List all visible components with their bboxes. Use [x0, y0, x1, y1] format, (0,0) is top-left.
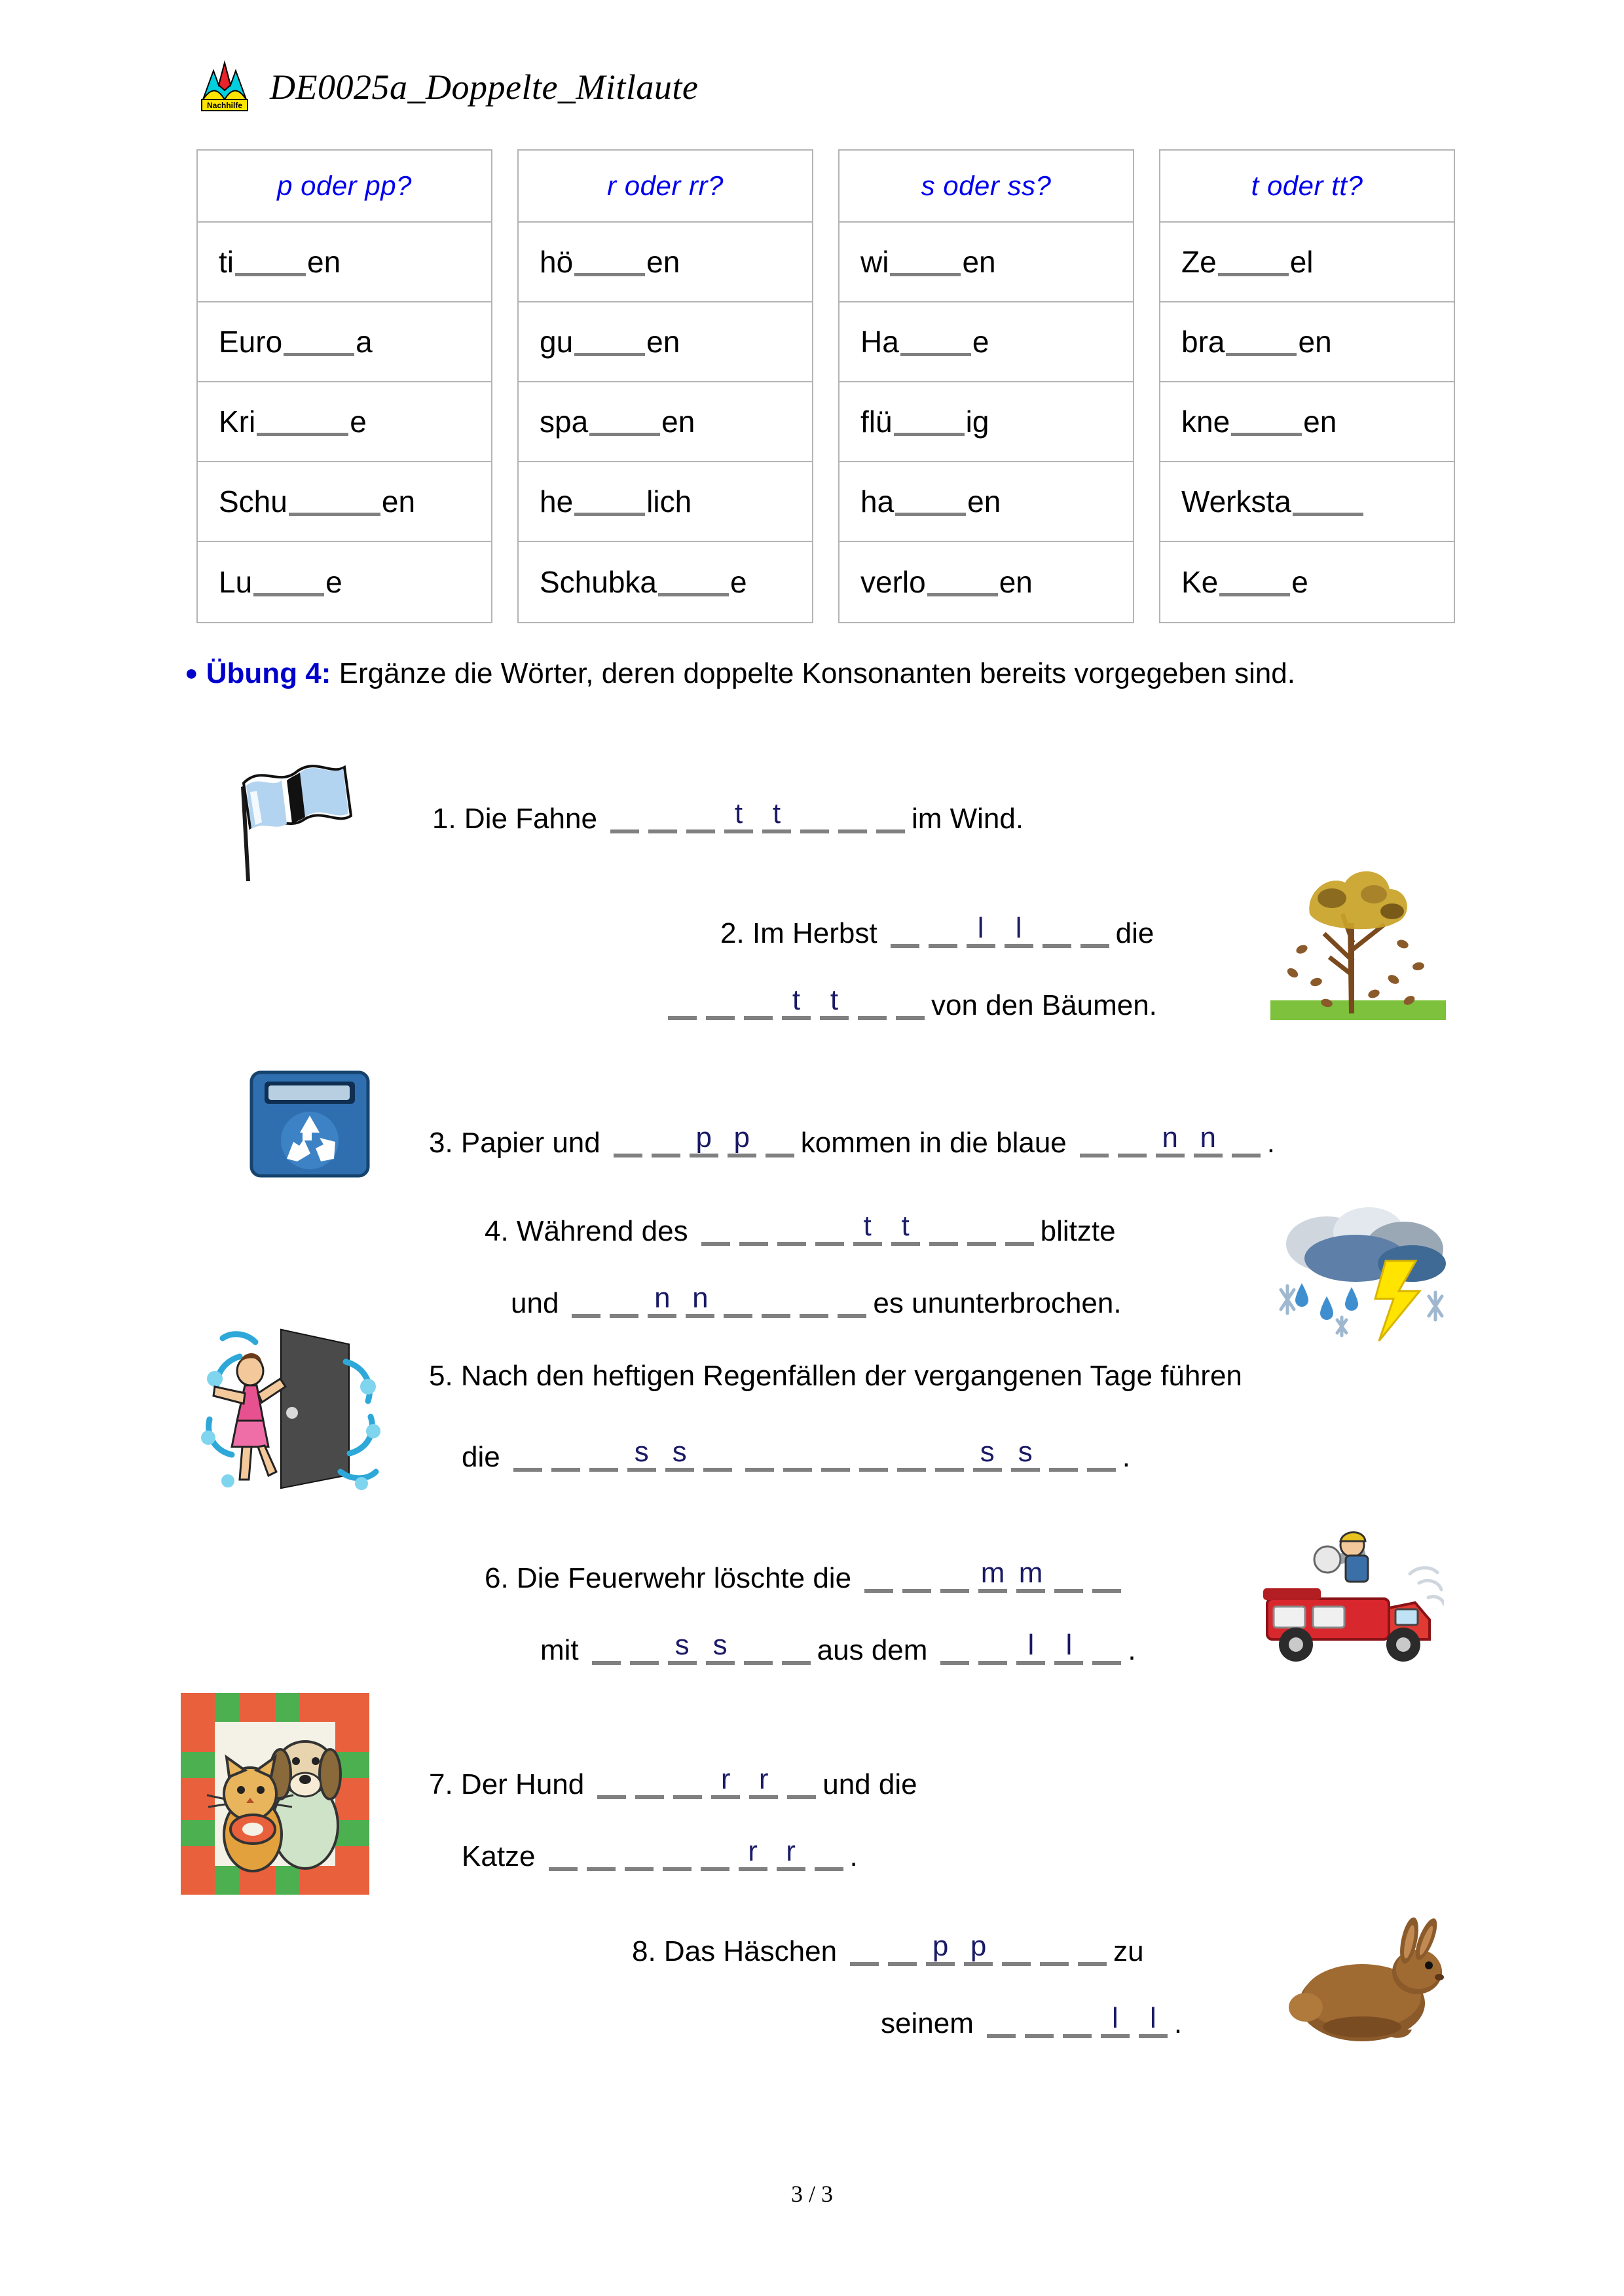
blank-underline[interactable] [257, 408, 348, 436]
empty-blank[interactable] [614, 1120, 642, 1157]
blank-underline[interactable] [890, 248, 961, 276]
empty-blank[interactable] [859, 1434, 888, 1472]
fill-in-word[interactable]: Schu en [219, 484, 416, 519]
sentence-text: zu [1113, 1935, 1144, 1967]
empty-blank[interactable] [838, 795, 867, 833]
document-title: DE0025a_Doppelte_Mitlaute [270, 67, 699, 107]
empty-blank[interactable] [625, 1833, 654, 1871]
given-letter-blank[interactable] [853, 1208, 882, 1246]
sentence-text: . [1266, 1127, 1275, 1159]
blank-group[interactable] [610, 795, 905, 833]
given-letter-blank[interactable] [782, 982, 811, 1020]
empty-blank[interactable] [1049, 1434, 1078, 1472]
sentence-3-line-1 [429, 1120, 1282, 1157]
empty-blank[interactable] [1054, 1555, 1083, 1593]
blank-underline[interactable] [574, 488, 645, 516]
empty-blank[interactable] [686, 795, 715, 833]
blank-group[interactable] [614, 1120, 794, 1157]
given-letter: s [674, 1629, 690, 1661]
fill-in-word[interactable]: spa en [540, 405, 695, 439]
empty-blank[interactable] [864, 1555, 893, 1593]
given-letter-blank[interactable] [1139, 2000, 1168, 2038]
sentence-text: es ununterbrochen. [873, 1287, 1122, 1319]
column-header-text: p oder pp? [277, 170, 412, 201]
given-letter: l [1065, 1629, 1073, 1661]
given-letter-blank[interactable] [1156, 1120, 1185, 1157]
given-letter-blank[interactable] [686, 1280, 714, 1318]
given-letter: r [786, 1835, 796, 1867]
nachhilfe-logo-icon [196, 59, 253, 115]
blank-group[interactable] [668, 982, 925, 1020]
empty-blank[interactable] [1002, 1928, 1031, 1966]
empty-blank[interactable] [701, 1208, 730, 1246]
given-letter: r [748, 1835, 758, 1867]
given-letter: p [932, 1930, 949, 1962]
empty-blank[interactable] [1040, 1928, 1069, 1966]
sentence-text: mit [540, 1634, 579, 1666]
fill-in-word[interactable]: flü ig [860, 405, 989, 439]
sentence-2-line-1 [720, 910, 1160, 948]
blank-underline[interactable] [1293, 488, 1363, 516]
recycling-bin-icon [248, 1067, 372, 1185]
empty-blank[interactable] [800, 795, 829, 833]
table-cell [519, 542, 812, 622]
given-letter: s [1018, 1436, 1033, 1468]
empty-blank[interactable] [1092, 1555, 1121, 1593]
table-cell [840, 542, 1133, 622]
table-cell [519, 223, 812, 302]
given-letter-blank[interactable] [1016, 1555, 1045, 1593]
sentence-7-line-2 [462, 1833, 864, 1871]
given-letter: t [830, 984, 839, 1016]
empty-blank[interactable] [1078, 1928, 1107, 1966]
sentence-text: 8. Das Häschen [632, 1935, 838, 1967]
empty-blank[interactable] [777, 1208, 806, 1246]
blank-underline[interactable] [895, 488, 966, 516]
empty-blank[interactable] [635, 1761, 664, 1799]
given-letter-blank[interactable] [967, 910, 995, 948]
column-header [840, 151, 1133, 223]
empty-blank[interactable] [673, 1761, 702, 1799]
fill-in-word[interactable]: Kri e [219, 405, 367, 439]
empty-blank[interactable] [549, 1833, 578, 1871]
given-letter: l [1015, 912, 1022, 944]
blank-underline[interactable] [574, 248, 645, 276]
given-letter: t [734, 797, 743, 829]
table-cell [840, 223, 1133, 302]
blank-group[interactable] [940, 1627, 1121, 1665]
empty-blank[interactable] [648, 795, 677, 833]
empty-blank[interactable] [967, 1208, 996, 1246]
empty-blank[interactable] [987, 2000, 1016, 2038]
bullet-icon: ● [185, 661, 198, 685]
blank-underline[interactable] [658, 568, 729, 596]
fill-in-word[interactable]: Ha e [860, 325, 989, 359]
sentence-5-line-2 [462, 1434, 1137, 1472]
sentence-text: kommen in die blaue [800, 1127, 1067, 1159]
empty-blank[interactable] [572, 1280, 600, 1318]
blank-group[interactable] [513, 1434, 732, 1472]
given-letter: t [772, 797, 781, 829]
fill-in-word[interactable]: bra en [1181, 325, 1332, 359]
table-cell [840, 382, 1133, 462]
table-column-1 [196, 149, 492, 623]
empty-blank[interactable] [668, 982, 697, 1020]
sentence-text: 4. Während des [485, 1215, 688, 1247]
given-letter-blank[interactable] [1054, 1627, 1083, 1665]
table-cell [1160, 542, 1454, 622]
table-column-2 [517, 149, 813, 623]
sentence-text: 6. Die Feuerwehr löschte die [485, 1562, 852, 1594]
sentence-text: . [1122, 1441, 1130, 1473]
sentence-6-line-2 [540, 1627, 1143, 1665]
given-letter-blank[interactable] [728, 1120, 756, 1157]
autumn-tree-icon [1264, 851, 1454, 1044]
given-letter-blank[interactable] [724, 795, 753, 833]
table-cell [198, 302, 491, 382]
empty-blank[interactable] [1080, 910, 1109, 948]
empty-blank[interactable] [589, 1434, 618, 1472]
svg-text:Nachhilfe: Nachhilfe [206, 101, 243, 110]
empty-blank[interactable] [610, 795, 639, 833]
empty-blank[interactable] [551, 1434, 580, 1472]
given-letter-blank[interactable] [1194, 1120, 1223, 1157]
given-letter-blank[interactable] [973, 1434, 1002, 1472]
given-letter: n [1162, 1121, 1178, 1154]
fill-in-word[interactable]: Werksta [1181, 484, 1365, 519]
table-cell [198, 223, 491, 302]
blank-underline[interactable] [1219, 568, 1290, 596]
empty-blank[interactable] [815, 1208, 844, 1246]
blank-underline[interactable] [1226, 328, 1297, 356]
column-header-text: s oder ss? [921, 170, 1052, 201]
sentence-5-line-1 [429, 1362, 1249, 1391]
blank-group[interactable] [549, 1833, 843, 1871]
given-letter: p [733, 1121, 750, 1154]
given-letter: p [695, 1121, 712, 1154]
empty-blank[interactable] [597, 1761, 626, 1799]
sentence-4-line-1 [485, 1208, 1122, 1246]
sentence-text: 2. Im Herbst [720, 917, 877, 949]
sentence-text: im Wind. [911, 803, 1024, 835]
empty-blank[interactable] [850, 1928, 879, 1966]
blank-underline[interactable] [235, 248, 306, 276]
given-letter: s [672, 1436, 687, 1468]
given-letter-blank[interactable] [762, 795, 791, 833]
sentence-4-line-2 [511, 1280, 1128, 1318]
sentence-text: . [849, 1840, 858, 1872]
fill-in-word[interactable]: Euro a [219, 325, 373, 359]
empty-blank[interactable] [902, 1555, 931, 1593]
sentence-text: von den Bäumen. [931, 989, 1157, 1021]
given-letter-blank[interactable] [1011, 1434, 1040, 1472]
table-cell [519, 302, 812, 382]
blank-underline[interactable] [900, 328, 971, 356]
empty-blank[interactable] [1232, 1120, 1261, 1157]
table-cell [1160, 462, 1454, 542]
empty-blank[interactable] [1043, 910, 1071, 948]
empty-blank[interactable] [706, 982, 735, 1020]
empty-blank[interactable] [610, 1280, 638, 1318]
empty-blank[interactable] [1118, 1120, 1147, 1157]
blank-underline[interactable] [1218, 248, 1289, 276]
blank-group[interactable] [1080, 1120, 1261, 1157]
empty-blank[interactable] [766, 1120, 794, 1157]
given-letter: t [863, 1210, 872, 1242]
consonant-table [196, 149, 1455, 623]
fill-in-word[interactable]: ti en [219, 245, 341, 279]
empty-blank[interactable] [744, 982, 773, 1020]
blank-underline[interactable] [574, 328, 645, 356]
empty-blank[interactable] [978, 1627, 1007, 1665]
table-cell [198, 542, 491, 622]
blank-underline[interactable] [284, 328, 354, 356]
given-letter-blank[interactable] [711, 1761, 740, 1799]
blank-group[interactable] [701, 1208, 1034, 1246]
empty-blank[interactable] [1092, 1627, 1121, 1665]
table-column-4 [1159, 149, 1455, 623]
table-cell [198, 462, 491, 542]
blank-group[interactable] [745, 1434, 1116, 1472]
fill-in-word[interactable]: gu en [540, 325, 680, 359]
empty-blank[interactable] [513, 1434, 542, 1472]
empty-blank[interactable] [800, 1280, 828, 1318]
given-letter-blank[interactable] [668, 1627, 697, 1665]
empty-blank[interactable] [940, 1627, 969, 1665]
empty-blank[interactable] [815, 1833, 843, 1871]
empty-blank[interactable] [1087, 1434, 1116, 1472]
given-letter-blank[interactable] [964, 1928, 993, 1966]
column-header [198, 151, 491, 223]
given-letter-blank[interactable] [1016, 1627, 1045, 1665]
empty-blank[interactable] [701, 1833, 729, 1871]
sentence-7-line-1 [429, 1761, 924, 1799]
blank-underline[interactable] [1231, 408, 1302, 436]
blank-group[interactable] [592, 1627, 811, 1665]
given-letter: s [634, 1436, 649, 1468]
empty-blank[interactable] [762, 1280, 790, 1318]
blank-group[interactable] [891, 910, 1109, 948]
flood-door-icon [177, 1316, 386, 1503]
empty-blank[interactable] [888, 1928, 917, 1966]
column-header [519, 151, 812, 223]
table-cell [1160, 223, 1454, 302]
sentence-text: 5. Nach den heftigen Regenfällen der vergangenen Tage führen [429, 1360, 1242, 1392]
given-letter-blank[interactable] [749, 1761, 778, 1799]
given-letter: l [1111, 2002, 1118, 2034]
given-letter-blank[interactable] [926, 1928, 955, 1966]
sentence-text: . [1128, 1634, 1136, 1666]
given-letter-blank[interactable] [648, 1280, 676, 1318]
fill-in-word[interactable]: he lich [540, 484, 692, 519]
fill-in-word[interactable]: verlo en [860, 565, 1033, 599]
empty-blank[interactable] [587, 1833, 616, 1871]
blank-group[interactable] [987, 2000, 1168, 2038]
empty-blank[interactable] [724, 1280, 752, 1318]
empty-blank[interactable] [652, 1120, 680, 1157]
table-cell [1160, 302, 1454, 382]
given-letter: l [977, 912, 984, 944]
given-letter-blank[interactable] [690, 1120, 718, 1157]
blank-group[interactable] [572, 1280, 866, 1318]
table-cell [1160, 382, 1454, 462]
exercise-label: Übung 4: [206, 657, 331, 689]
blank-underline[interactable] [253, 568, 324, 596]
sentence-text: die [462, 1441, 500, 1473]
table-cell [840, 302, 1133, 382]
empty-blank[interactable] [929, 1208, 958, 1246]
sentence-text: 3. Papier und [429, 1127, 600, 1159]
empty-blank[interactable] [940, 1555, 969, 1593]
sentence-2-line-2 [661, 982, 1164, 1020]
flag-icon [216, 753, 367, 907]
given-letter-blank[interactable] [891, 1208, 920, 1246]
sentence-6-line-1 [485, 1555, 1128, 1593]
empty-blank[interactable] [1080, 1120, 1109, 1157]
fill-in-word[interactable]: Ze el [1181, 245, 1314, 279]
table-cell [519, 382, 812, 462]
given-letter: n [1200, 1121, 1216, 1154]
given-letter-blank[interactable] [1101, 2000, 1130, 2038]
empty-blank[interactable] [739, 1208, 768, 1246]
empty-blank[interactable] [858, 982, 887, 1020]
blank-underline[interactable] [589, 408, 660, 436]
sentence-8-line-1 [632, 1928, 1151, 1966]
empty-blank[interactable] [821, 1434, 850, 1472]
empty-blank[interactable] [838, 1280, 866, 1318]
given-letter: n [654, 1282, 671, 1314]
given-letter: n [692, 1282, 709, 1314]
table-cell [198, 382, 491, 462]
column-header [1160, 151, 1454, 223]
sentence-text: und die [822, 1768, 917, 1800]
given-letter: m [980, 1557, 1005, 1589]
given-letter: m [1018, 1557, 1043, 1589]
given-letter: l [1149, 2002, 1156, 2034]
fill-in-word[interactable]: Ke e [1181, 565, 1308, 599]
given-letter-blank[interactable] [820, 982, 849, 1020]
given-letter: p [970, 1930, 987, 1962]
empty-blank[interactable] [703, 1434, 732, 1472]
given-letter: s [980, 1436, 995, 1468]
empty-blank[interactable] [783, 1434, 812, 1472]
table-cell [840, 462, 1133, 542]
fill-in-word[interactable]: wi en [860, 245, 996, 279]
page-header [196, 59, 698, 115]
empty-blank[interactable] [787, 1761, 816, 1799]
column-header-text: t oder tt? [1251, 170, 1363, 201]
sentence-text: und [511, 1287, 559, 1319]
sentence-1-line-1 [432, 795, 1030, 833]
exercise-instruction: Ergänze die Wörter, deren doppelte Konsonanten bereits vorgegeben sind. [339, 657, 1295, 689]
blank-underline[interactable] [894, 408, 965, 436]
sentence-text: Katze [462, 1840, 536, 1872]
blank-group[interactable] [850, 1928, 1107, 1966]
column-header-text: r oder rr? [607, 170, 724, 201]
blank-underline[interactable] [927, 568, 998, 596]
empty-blank[interactable] [876, 795, 905, 833]
given-letter: r [720, 1763, 731, 1795]
empty-blank[interactable] [744, 1627, 773, 1665]
empty-blank[interactable] [745, 1434, 774, 1472]
fill-in-word[interactable]: Lu e [219, 565, 342, 599]
given-letter-blank[interactable] [665, 1434, 694, 1472]
given-letter: r [758, 1763, 769, 1795]
dog-cat-icon [177, 1689, 373, 1902]
sentence-text: 7. Der Hund [429, 1768, 585, 1800]
given-letter: l [1027, 1629, 1035, 1661]
given-letter: t [901, 1210, 910, 1242]
sentence-text: blitzte [1040, 1215, 1116, 1247]
given-letter-blank[interactable] [1005, 910, 1033, 948]
blank-group[interactable] [864, 1555, 1121, 1593]
empty-blank[interactable] [630, 1627, 659, 1665]
exercise-4-heading [185, 655, 1462, 692]
table-column-3 [838, 149, 1134, 623]
given-letter-blank[interactable] [739, 1833, 767, 1871]
empty-blank[interactable] [896, 982, 925, 1020]
page-number: 3 / 3 [790, 2181, 833, 2207]
empty-blank[interactable] [929, 910, 957, 948]
given-letter-blank[interactable] [706, 1627, 735, 1665]
empty-blank[interactable] [1063, 2000, 1092, 2038]
fire-truck-icon [1254, 1525, 1444, 1673]
sentence-text: seinem [881, 2007, 974, 2039]
empty-blank[interactable] [1025, 2000, 1054, 2038]
thunderstorm-icon [1264, 1198, 1460, 1352]
empty-blank[interactable] [592, 1627, 621, 1665]
sentence-text: die [1115, 917, 1154, 949]
sentence-8-line-2 [881, 2000, 1189, 2038]
empty-blank[interactable] [663, 1833, 692, 1871]
given-letter-blank[interactable] [627, 1434, 656, 1472]
sentence-text: . [1173, 2007, 1183, 2039]
fill-in-word[interactable]: Schubka e [540, 565, 747, 599]
given-letter: t [792, 984, 801, 1016]
sentence-text: 1. Die Fahne [432, 803, 597, 835]
fill-in-word[interactable]: hö en [540, 245, 680, 279]
empty-blank[interactable] [897, 1434, 926, 1472]
given-letter: s [712, 1629, 728, 1661]
rabbit-icon [1264, 1899, 1454, 2052]
blank-underline[interactable] [289, 488, 380, 516]
given-letter-blank[interactable] [777, 1833, 805, 1871]
given-letter-blank[interactable] [978, 1555, 1007, 1593]
sentence-text: aus dem [817, 1634, 928, 1666]
empty-blank[interactable] [782, 1627, 811, 1665]
empty-blank[interactable] [1005, 1208, 1034, 1246]
table-cell [519, 462, 812, 542]
empty-blank[interactable] [891, 910, 919, 948]
fill-in-word[interactable]: ha en [860, 484, 1001, 519]
blank-group[interactable] [597, 1761, 816, 1799]
empty-blank[interactable] [935, 1434, 964, 1472]
fill-in-word[interactable]: kne en [1181, 405, 1337, 439]
